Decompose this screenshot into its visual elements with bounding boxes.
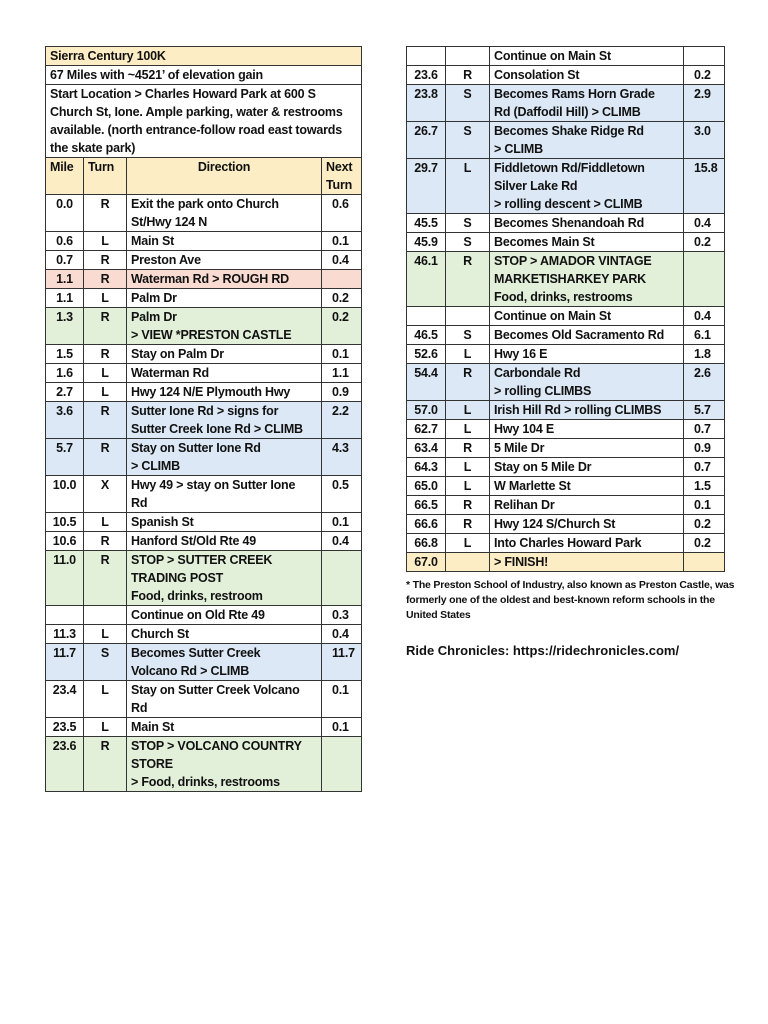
cue-turn	[84, 606, 127, 625]
cue-direction-line: Continue on Main St	[494, 309, 612, 323]
cue-row	[46, 625, 362, 644]
cue-direction-line: Irish Hill Rd > rolling CLIMBS	[494, 403, 662, 417]
cue-turn: S	[446, 233, 490, 252]
cue-next-turn: 0.1	[322, 513, 362, 532]
cue-row	[407, 307, 725, 326]
cue-mile: 45.9	[407, 233, 446, 252]
cue-turn: R	[84, 270, 127, 289]
cue-mile: 66.6	[407, 515, 446, 534]
cue-next-turn: 0.6	[322, 195, 362, 232]
cue-direction-line: Becomes Main St	[494, 235, 595, 249]
cue-turn: R	[84, 345, 127, 364]
cue-direction	[490, 214, 684, 233]
cue-direction-line: STOP > VOLCANO COUNTRY	[131, 739, 302, 753]
cue-direction-line: Rd (Daffodil Hill) > CLIMB	[494, 105, 641, 119]
cue-row	[46, 289, 362, 308]
cue-turn: R	[84, 195, 127, 232]
cue-mile: 23.4	[46, 681, 84, 718]
cue-turn: R	[84, 551, 127, 606]
cue-row	[407, 401, 725, 420]
cue-direction-line: Into Charles Howard Park	[494, 536, 642, 550]
cue-mile: 1.1	[46, 289, 84, 308]
cue-next-turn: 5.7	[684, 401, 725, 420]
cue-turn: S	[84, 644, 127, 681]
cue-next-turn: 0.1	[684, 496, 725, 515]
cue-turn: R	[84, 439, 127, 476]
cue-mile: 66.5	[407, 496, 446, 515]
cue-next-turn: 0.2	[684, 233, 725, 252]
cue-mile: 5.7	[46, 439, 84, 476]
cue-next-turn: 0.4	[684, 307, 725, 326]
cue-next-turn: 0.4	[684, 214, 725, 233]
cue-next-turn: 4.3	[322, 439, 362, 476]
cue-direction-line: Food, drinks, restroom	[131, 589, 263, 603]
cue-direction-line: Main St	[131, 720, 175, 734]
cue-mile: 11.7	[46, 644, 84, 681]
cue-row	[46, 681, 362, 718]
cue-row	[407, 326, 725, 345]
cue-mile: 10.5	[46, 513, 84, 532]
cue-turn: L	[84, 513, 127, 532]
cue-turn: L	[84, 364, 127, 383]
cue-mile: 1.3	[46, 308, 84, 345]
cue-next-turn	[322, 551, 362, 606]
cue-row	[407, 553, 725, 572]
cue-mile: 23.8	[407, 85, 446, 122]
cue-turn: R	[446, 515, 490, 534]
cue-direction-line: Stay on Sutter Creek Volcano	[131, 683, 300, 697]
cue-direction	[127, 251, 322, 270]
cue-turn: R	[84, 532, 127, 551]
cue-direction-line: > CLIMB	[131, 459, 180, 473]
cue-row	[46, 439, 362, 476]
cue-direction	[490, 307, 684, 326]
cue-mile: 0.6	[46, 232, 84, 251]
cue-mile	[407, 47, 446, 66]
cue-turn: S	[446, 85, 490, 122]
cue-row	[407, 345, 725, 364]
cue-turn: L	[84, 383, 127, 402]
ride-chronicles-link[interactable]: Ride Chronicles: https://ridechronicles.com/	[406, 643, 680, 658]
cue-row	[407, 364, 725, 401]
cue-direction	[490, 420, 684, 439]
cue-turn: R	[446, 66, 490, 85]
cue-next-turn: 2.9	[684, 85, 725, 122]
footnote: * The Preston School of Industry, also known as Preston Castle, was formerly one of the oldest and best-known reform schools in the United States	[406, 579, 735, 621]
cue-direction	[127, 737, 322, 792]
cue-direction-line: > FINISH!	[494, 555, 549, 569]
cue-row	[407, 233, 725, 252]
cue-direction-line: Stay on Sutter Ione Rd	[131, 441, 261, 455]
cue-row	[46, 532, 362, 551]
cue-mile: 67.0	[407, 553, 446, 572]
cue-row	[407, 439, 725, 458]
elevation-info: 67 Miles with ~4521’ of elevation gain	[46, 66, 362, 85]
cue-turn: R	[84, 737, 127, 792]
cue-mile: 11.3	[46, 625, 84, 644]
cue-next-turn: 11.7	[322, 644, 362, 681]
cue-direction-line: Hwy 104 E	[494, 422, 555, 436]
cue-mile: 10.6	[46, 532, 84, 551]
cue-direction-line: Palm Dr	[131, 291, 177, 305]
cue-direction	[127, 383, 322, 402]
cue-turn: S	[446, 214, 490, 233]
cue-direction	[490, 553, 684, 572]
cue-next-turn: 15.8	[684, 159, 725, 214]
cue-turn: R	[446, 439, 490, 458]
cue-direction-line: Sutter Ione Rd > signs for	[131, 404, 279, 418]
cue-next-turn: 0.9	[684, 439, 725, 458]
cue-mile: 0.7	[46, 251, 84, 270]
cue-sheet-right	[406, 46, 725, 572]
col-header-turn: Turn	[84, 158, 127, 195]
cue-mile: 23.6	[46, 737, 84, 792]
cue-direction	[490, 515, 684, 534]
cue-row	[46, 402, 362, 439]
cue-turn: L	[84, 681, 127, 718]
cue-direction-line: Waterman Rd > ROUGH RD	[131, 272, 290, 286]
cue-direction-line: > Food, drinks, restrooms	[131, 775, 280, 789]
cue-direction-line: STORE	[131, 757, 173, 771]
cue-mile: 65.0	[407, 477, 446, 496]
cue-direction-line: > rolling CLIMBS	[494, 384, 592, 398]
cue-turn: S	[446, 326, 490, 345]
cue-direction-line: STOP > SUTTER CREEK	[131, 553, 273, 567]
cue-direction	[127, 345, 322, 364]
cue-next-turn: 0.4	[322, 532, 362, 551]
cue-direction-line: Spanish St	[131, 515, 194, 529]
cue-mile: 66.8	[407, 534, 446, 553]
cue-mile: 46.5	[407, 326, 446, 345]
cue-row	[407, 477, 725, 496]
cue-direction-line: Volcano Rd > CLIMB	[131, 664, 250, 678]
cue-turn: L	[446, 159, 490, 214]
cue-direction-line: Becomes Shenandoah Rd	[494, 216, 644, 230]
cue-mile	[46, 606, 84, 625]
cue-turn: L	[446, 477, 490, 496]
cue-direction	[127, 644, 322, 681]
col-header-next-turn: Next Turn	[322, 158, 362, 195]
cue-next-turn: 0.4	[322, 625, 362, 644]
cue-next-turn: 0.2	[684, 534, 725, 553]
cue-direction	[490, 534, 684, 553]
cue-direction-line: Becomes Rams Horn Grade	[494, 87, 655, 101]
cue-row	[46, 718, 362, 737]
cue-next-turn: 2.6	[684, 364, 725, 401]
cue-direction-line: Relihan Dr	[494, 498, 555, 512]
cue-direction-line: Stay on Palm Dr	[131, 347, 224, 361]
cue-direction-line: Consolation St	[494, 68, 580, 82]
cue-next-turn	[684, 553, 725, 572]
cue-turn: L	[446, 534, 490, 553]
cue-direction	[127, 232, 322, 251]
cue-direction-line: Hwy 124 S/Church St	[494, 517, 616, 531]
cue-direction-line: Becomes Old Sacramento Rd	[494, 328, 665, 342]
cue-direction-line: St/Hwy 124 N	[131, 215, 208, 229]
cue-mile: 63.4	[407, 439, 446, 458]
cue-direction	[490, 122, 684, 159]
cue-mile: 64.3	[407, 458, 446, 477]
cue-direction	[490, 458, 684, 477]
cue-direction-line: Carbondale Rd	[494, 366, 581, 380]
cue-direction-line: Rd	[131, 701, 148, 715]
cue-row	[46, 551, 362, 606]
cue-next-turn: 0.7	[684, 420, 725, 439]
cue-direction-line: Becomes Sutter Creek	[131, 646, 261, 660]
cue-direction	[127, 364, 322, 383]
cue-turn	[446, 307, 490, 326]
cue-direction-line: TRADING POST	[131, 571, 224, 585]
cue-row	[407, 159, 725, 214]
col-header-mile: Mile	[46, 158, 84, 195]
cue-mile: 1.6	[46, 364, 84, 383]
cue-direction	[127, 681, 322, 718]
cue-next-turn: 0.5	[322, 476, 362, 513]
cue-next-turn: 0.1	[322, 345, 362, 364]
cue-row	[407, 252, 725, 307]
cue-direction	[490, 233, 684, 252]
cue-turn: L	[84, 718, 127, 737]
cue-direction-line: Rd	[131, 496, 148, 510]
cue-direction	[127, 308, 322, 345]
cue-direction	[490, 159, 684, 214]
cue-next-turn: 0.9	[322, 383, 362, 402]
cue-direction	[490, 85, 684, 122]
cue-next-turn	[322, 270, 362, 289]
cue-mile: 23.6	[407, 66, 446, 85]
cue-row	[407, 47, 725, 66]
cue-sheet-left	[45, 46, 362, 792]
cue-next-turn: 1.8	[684, 345, 725, 364]
route-title: Sierra Century 100K	[46, 47, 362, 66]
cue-direction	[127, 439, 322, 476]
cue-direction	[490, 47, 684, 66]
cue-row	[46, 513, 362, 532]
cue-direction-line: Continue on Old Rte 49	[131, 608, 265, 622]
cue-next-turn: 0.2	[322, 308, 362, 345]
cue-turn: R	[84, 402, 127, 439]
cue-mile: 29.7	[407, 159, 446, 214]
cue-direction	[127, 270, 322, 289]
cue-direction-line: > CLIMB	[494, 142, 543, 156]
cue-direction	[127, 551, 322, 606]
cue-direction	[127, 606, 322, 625]
cue-mile: 62.7	[407, 420, 446, 439]
cue-direction	[490, 439, 684, 458]
cue-direction	[127, 532, 322, 551]
cue-direction	[490, 252, 684, 307]
cue-mile: 10.0	[46, 476, 84, 513]
cue-next-turn: 0.1	[322, 718, 362, 737]
cue-direction	[127, 718, 322, 737]
cue-row	[407, 496, 725, 515]
cue-direction-line: Palm Dr	[131, 310, 177, 324]
cue-direction	[127, 476, 322, 513]
cue-next-turn: 0.1	[322, 232, 362, 251]
cue-direction	[490, 401, 684, 420]
cue-row	[46, 606, 362, 625]
cue-turn: R	[84, 308, 127, 345]
cue-direction-line: Main St	[131, 234, 175, 248]
cue-row	[46, 383, 362, 402]
start-location: Start Location > Charles Howard Park at 600 S Church St, Ione. Ample parking, water & restrooms available. (north entrance-follow road east towards the skate park)	[46, 85, 362, 158]
cue-mile: 1.5	[46, 345, 84, 364]
cue-turn: L	[446, 345, 490, 364]
cue-direction-line: Preston Ave	[131, 253, 201, 267]
cue-direction-line: Church St	[131, 627, 189, 641]
cue-turn: R	[446, 252, 490, 307]
cue-mile: 0.0	[46, 195, 84, 232]
cue-direction	[490, 496, 684, 515]
cue-row	[407, 66, 725, 85]
cue-direction-line: Hanford St/Old Rte 49	[131, 534, 256, 548]
cue-row	[407, 85, 725, 122]
cue-turn: R	[446, 364, 490, 401]
cue-row	[407, 122, 725, 159]
cue-direction-line: Stay on 5 Mile Dr	[494, 460, 592, 474]
cue-direction-line: Hwy 124 N/E Plymouth Hwy	[131, 385, 291, 399]
cue-next-turn: 0.2	[684, 515, 725, 534]
cue-turn: L	[446, 401, 490, 420]
cue-direction-line: MARKETISHARKEY PARK	[494, 272, 646, 286]
cue-mile: 46.1	[407, 252, 446, 307]
cue-next-turn: 0.2	[684, 66, 725, 85]
cue-turn: S	[446, 122, 490, 159]
cue-mile: 1.1	[46, 270, 84, 289]
cue-next-turn	[684, 47, 725, 66]
cue-next-turn: 0.2	[322, 289, 362, 308]
cue-direction-line: > rolling descent > CLIMB	[494, 197, 643, 211]
cue-direction-line: Hwy 16 E	[494, 347, 548, 361]
cue-row	[46, 308, 362, 345]
cue-direction-line: Food, drinks, restrooms	[494, 290, 633, 304]
cue-turn: R	[84, 251, 127, 270]
cue-direction	[490, 477, 684, 496]
cue-row	[46, 251, 362, 270]
cue-row	[46, 270, 362, 289]
cue-next-turn: 0.3	[322, 606, 362, 625]
cue-mile: 57.0	[407, 401, 446, 420]
cue-turn	[446, 47, 490, 66]
cue-mile	[407, 307, 446, 326]
cue-next-turn	[684, 252, 725, 307]
cue-turn: L	[84, 625, 127, 644]
cue-next-turn: 3.0	[684, 122, 725, 159]
cue-row	[407, 214, 725, 233]
cue-mile: 23.5	[46, 718, 84, 737]
cue-next-turn: 0.1	[322, 681, 362, 718]
cue-next-turn: 1.1	[322, 364, 362, 383]
cue-direction	[490, 326, 684, 345]
cue-mile: 26.7	[407, 122, 446, 159]
cue-direction	[127, 513, 322, 532]
cue-row	[46, 195, 362, 232]
cue-direction	[127, 195, 322, 232]
cue-next-turn	[322, 737, 362, 792]
cue-direction-line: Hwy 49 > stay on Sutter Ione	[131, 478, 296, 492]
cue-direction	[490, 364, 684, 401]
cue-next-turn: 2.2	[322, 402, 362, 439]
cue-mile: 52.6	[407, 345, 446, 364]
cue-turn: X	[84, 476, 127, 513]
cue-direction-line: Becomes Shake Ridge Rd	[494, 124, 644, 138]
cue-turn: L	[84, 232, 127, 251]
cue-direction-line: Sutter Creek Ione Rd > CLIMB	[131, 422, 303, 436]
cue-direction-line: Exit the park onto Church	[131, 197, 279, 211]
cue-direction	[490, 66, 684, 85]
cue-mile: 2.7	[46, 383, 84, 402]
cue-next-turn: 6.1	[684, 326, 725, 345]
cue-direction-line: Silver Lake Rd	[494, 179, 578, 193]
cue-row	[46, 737, 362, 792]
cue-direction-line: W Marlette St	[494, 479, 571, 493]
cue-direction-line: 5 Mile Dr	[494, 441, 545, 455]
cue-mile: 3.6	[46, 402, 84, 439]
cue-direction	[490, 345, 684, 364]
cue-row	[46, 232, 362, 251]
cue-direction-line: Fiddletown Rd/Fiddletown	[494, 161, 645, 175]
cue-next-turn: 0.4	[322, 251, 362, 270]
cue-turn: L	[446, 458, 490, 477]
cue-direction	[127, 289, 322, 308]
cue-direction-line: STOP > AMADOR VINTAGE	[494, 254, 652, 268]
cue-mile: 11.0	[46, 551, 84, 606]
cue-next-turn: 0.7	[684, 458, 725, 477]
cue-direction	[127, 625, 322, 644]
cue-turn	[446, 553, 490, 572]
cue-row	[407, 458, 725, 477]
cue-row	[46, 345, 362, 364]
cue-direction-line: Waterman Rd	[131, 366, 209, 380]
cue-row	[46, 364, 362, 383]
col-header-direction: Direction	[127, 158, 322, 195]
cue-row	[407, 515, 725, 534]
cue-direction-line: > VIEW *PRESTON CASTLE	[131, 328, 292, 342]
cue-turn: L	[446, 420, 490, 439]
cue-direction	[127, 402, 322, 439]
cue-row	[46, 644, 362, 681]
cue-row	[407, 420, 725, 439]
cue-turn: R	[446, 496, 490, 515]
cue-turn: L	[84, 289, 127, 308]
cue-next-turn: 1.5	[684, 477, 725, 496]
cue-row	[46, 476, 362, 513]
cue-mile: 54.4	[407, 364, 446, 401]
cue-row	[407, 534, 725, 553]
cue-direction-line: Continue on Main St	[494, 49, 612, 63]
cue-mile: 45.5	[407, 214, 446, 233]
